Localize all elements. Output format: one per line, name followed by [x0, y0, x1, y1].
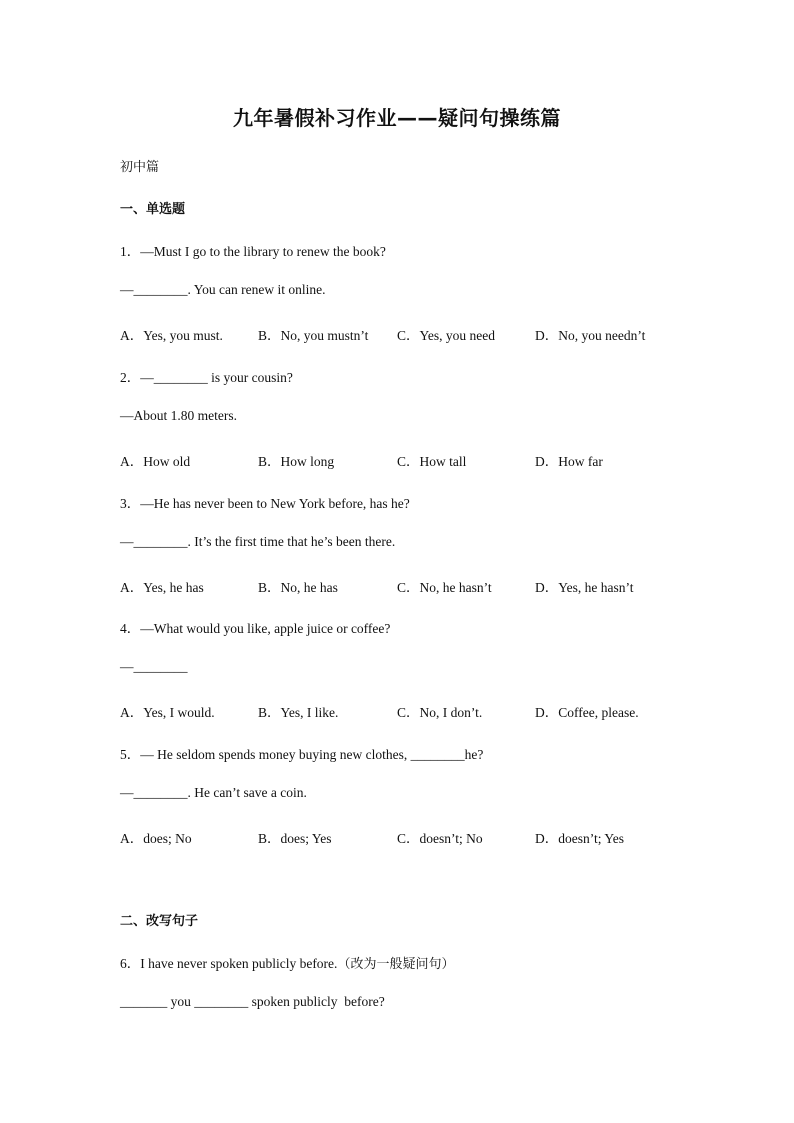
- page-title: 九年暑假补习作业——疑问句操练篇: [233, 106, 561, 130]
- question-1-option-c: C．Yes, you need: [397, 328, 496, 343]
- question-5-option-a: A．does; No: [120, 831, 192, 846]
- question-5-option-b: B．does; Yes: [258, 831, 332, 846]
- question-1-text: 1．—Must I go to the library to renew the book?: [120, 244, 386, 259]
- question-4-option-b: B．Yes, I like.: [258, 705, 339, 720]
- question-4-answer-line: —________: [120, 659, 188, 674]
- question-5-option-c: C．doesn’t; No: [397, 831, 483, 846]
- question-6-text: [120, 952, 454, 972]
- question-2-option-b: B．How long: [258, 454, 335, 469]
- question-1-option-a: A．Yes, you must.: [120, 328, 223, 343]
- subtitle: 初中篇: [120, 160, 160, 175]
- question-3-option-b: B．No, he has: [258, 580, 338, 595]
- question-6-answer-line: _______ you ________ spoken publicly before?: [120, 994, 385, 1009]
- question-2-option-c: C．How tall: [397, 454, 467, 469]
- question-4-text: 4．—What would you like, apple juice or coffee?: [120, 621, 391, 636]
- question-3-answer-line: —________. It’s the first time that he’s been there.: [120, 534, 396, 549]
- question-3-option-d: D．Yes, he hasn’t: [535, 580, 634, 595]
- question-2-text: 2．—________ is your cousin?: [120, 370, 293, 385]
- question-5-option-d: D．doesn’t; Yes: [535, 831, 625, 846]
- question-4-option-c: C．No, I don’t.: [397, 705, 483, 720]
- question-4-option-d: D．Coffee, please.: [535, 705, 639, 720]
- question-4-option-a: A．Yes, I would.: [120, 705, 215, 720]
- section-heading-single-choice: 一、单选题: [120, 202, 186, 217]
- question-3-option-a: A．Yes, he has: [120, 580, 204, 595]
- question-6-instruction: （改为一般疑问句）: [337, 957, 455, 972]
- question-1-option-b: B．No, you mustn’t: [258, 328, 369, 343]
- question-5-text: 5．— He seldom spends money buying new clothes, ________he?: [120, 747, 484, 762]
- question-3-text: 3．—He has never been to New York before, has he?: [120, 496, 410, 511]
- question-2-option-a: A．How old: [120, 454, 191, 469]
- question-2-option-d: D．How far: [535, 454, 603, 469]
- question-5-answer-line: —________. He can’t save a coin.: [120, 785, 307, 800]
- question-6-english: 6．I have never spoken publicly before.: [120, 956, 338, 971]
- section-heading-rewrite: 二、改写句子: [120, 914, 199, 929]
- question-1-answer-line: —________. You can renew it online.: [120, 282, 326, 297]
- question-3-option-c: C．No, he hasn’t: [397, 580, 492, 595]
- question-2-answer-line: —About 1.80 meters.: [120, 408, 237, 423]
- question-1-option-d: D．No, you needn’t: [535, 328, 646, 343]
